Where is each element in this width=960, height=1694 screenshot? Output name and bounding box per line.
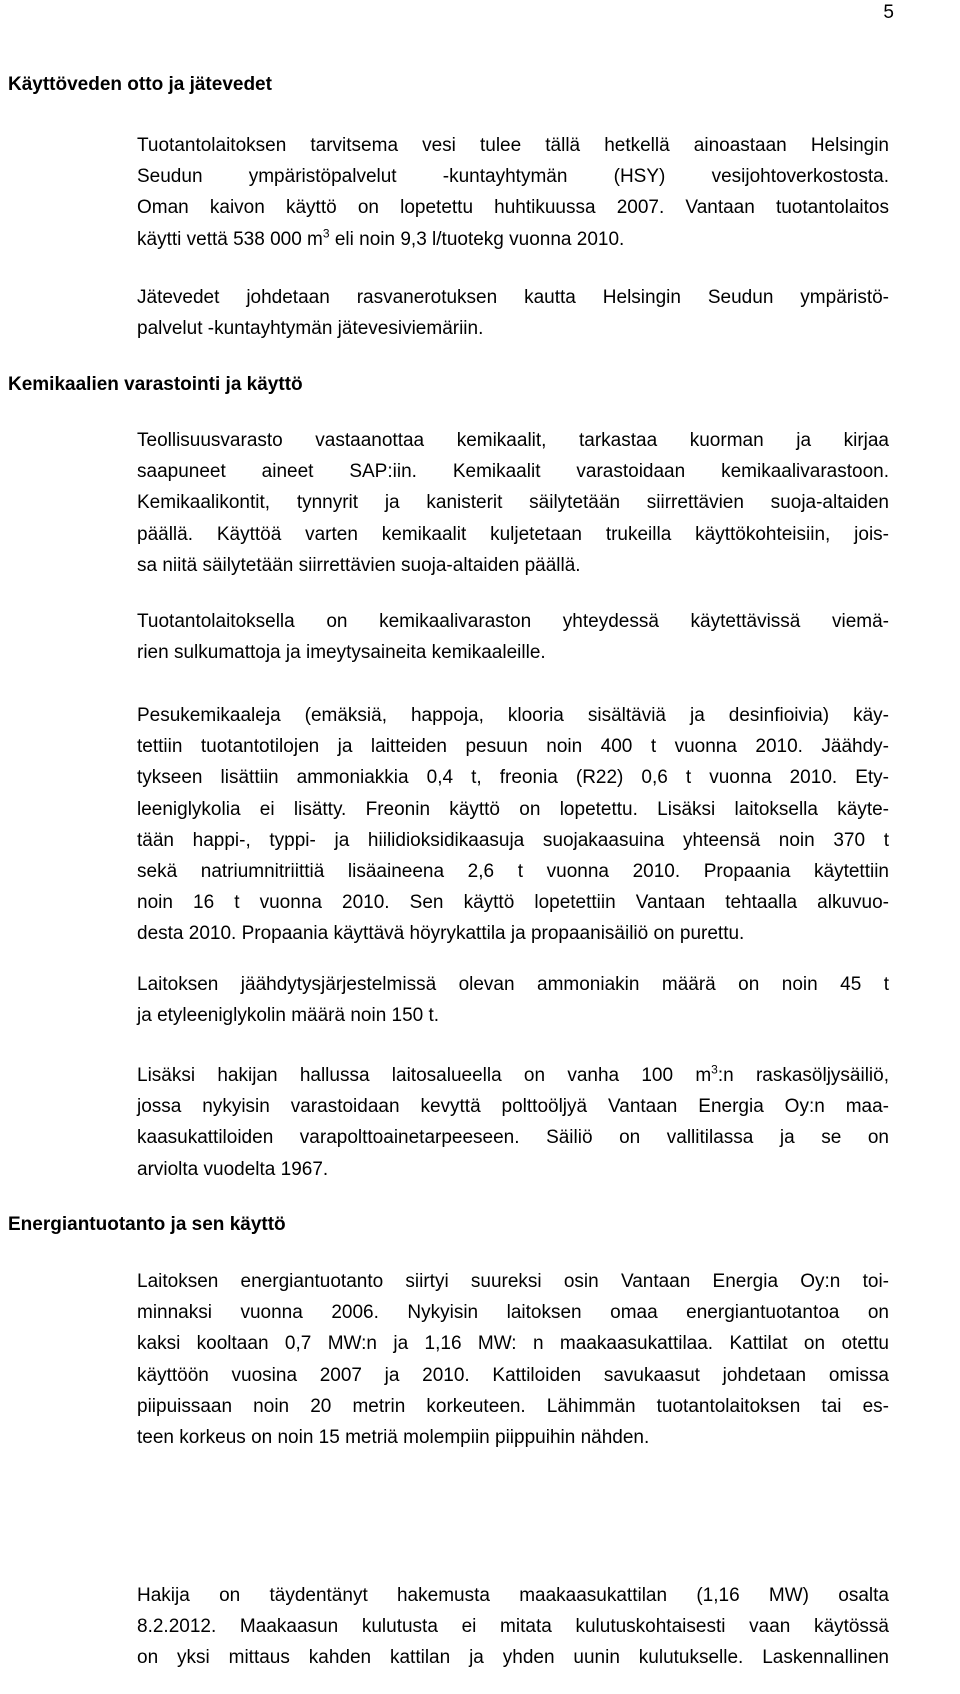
section-title-energy: Energiantuotanto ja sen käyttö <box>8 1214 286 1235</box>
paragraph-gas-boiler: Hakija on täydentänyt hakemusta maakaasukattilan (1,16 MW) osalta 8.2.2012. Maakaasun kulutusta ei mitata kulutuskohtaisesti vaan käytössä on yksi mittaus kahden kattilan ja yhden uunin kulutukselle. Laskennallinen <box>137 1585 889 1669</box>
paragraph-water-supply: Tuotantolaitoksen tarvitsema vesi tulee tällä hetkellä ainoastaan Helsingin Seudun ympäristöpalvelut -kuntayhtymän (HSY) vesijohtoverkostosta. Oman kaivon käyttö on lopetettu huhtikuussa 2007. Vantaan tuotantolaitos käytti vettä 538 000 $m^3$ eli noin 9,3 l/tuotekg vuonna 2010. <box>137 135 889 250</box>
paragraph-spill-mats: Tuotantolaitoksella on kemikaalivaraston yhteydessä käytettävissä viemä- rien sulkumattoja ja imeytysaineita kemikaaleille. <box>137 611 889 664</box>
superscript-3: 3 <box>711 1062 718 1077</box>
paragraph-detergents: Pesukemikaaleja (emäksiä, happoja, klooria sisältäviä ja desinfioivia) käy- tettiin tuotantotilojen ja laitteiden pesuun noin 400 t vuonna 2010. Jäähdy- tykseen lisättiin ammoniakkia 0,4 t, freonia (R22) 0,6 t vuonna 2010. Ety- leeniglykolia ei lisätty. Freonin käyttö on lopetettu. Lisäksi laitoksella käyte- tään happi-, typpi- ja hiilidioksidikaasuja suojakaasuina yhteensä noin 370 t sekä natriumnitriittiä lisäaineena 2,6 t vuonna 2010. Propaania käytettiin noin 16 t vuonna 2010. Sen käyttö lopetettiin Vantaan tehtaalla alkuvuo- desta 2010. Propaania käyttävä höyrykattila ja propaanisäiliö on purettu. <box>137 705 889 945</box>
paragraph-wastewater: Jätevedet johdetaan rasvanerotuksen kautta Helsingin Seudun ympäristö- palvelut -kuntayhtymän jätevesiviemäriin. <box>137 287 889 340</box>
section-title-chemicals: Kemikaalien varastointi ja käyttö <box>8 374 303 395</box>
superscript-3: 3 <box>322 226 330 241</box>
page-number: 5 <box>883 2 894 23</box>
section-title-water: Käyttöveden otto ja jätevedet <box>8 74 272 95</box>
paragraph-oil-tank: Lisäksi hakijan hallussa laitosalueella on vanha 100 $m^3:n$ raskasöljysäiliö, jossa nykyisin varastoidaan kevyttä polttoöljyä Vantaan Energia Oy:n maa- kaasukattiloiden varapolttoainetarpeeseen. Säiliö on vallitilassa ja se on arviolta vuodelta 1967. <box>137 1062 890 1180</box>
paragraph-ammonia: Laitoksen jäähdytysjärjestelmissä olevan ammoniakin määrä on noin 45 t ja etyleeniglykolin määrä noin 150 t. <box>137 974 889 1027</box>
paragraph-energy-production: Laitoksen energiantuotanto siirtyi suureksi osin Vantaan Energia Oy:n toi- minnaksi vuonna 2006. Nykyisin laitoksen omaa energiantuotantoa on kaksi kooltaan 0,7 MW:n ja 1,16 MW: n maakaasukattilaa. Kattilat on otettu käyttöön vuosina 2007 ja 2010. Kattiloiden savukaasut johdetaan omissa piipuissaan noin 20 metrin korkeuteen. Lähimmän tuotantolaitoksen tai es- teen korkeus on noin 15 metriä molempiin piippuihin nähden. <box>137 1271 889 1449</box>
paragraph-chemical-storage: Teollisuusvarasto vastaanottaa kemikaalit, tarkastaa kuorman ja kirjaa saapuneet aineet SAP:iin. Kemikaalit varastoidaan kemikaalivarastoon. Kemikaalikontit, tynnyrit ja kanisterit säilytetään siirrettävien suoja-altaiden päällä. Käyttöä varten kemikaalit kuljetetaan trukeilla käyttökohteisiin, jois- sa niitä säilytetään siirrettävien suoja-altaiden päällä. <box>137 430 889 576</box>
